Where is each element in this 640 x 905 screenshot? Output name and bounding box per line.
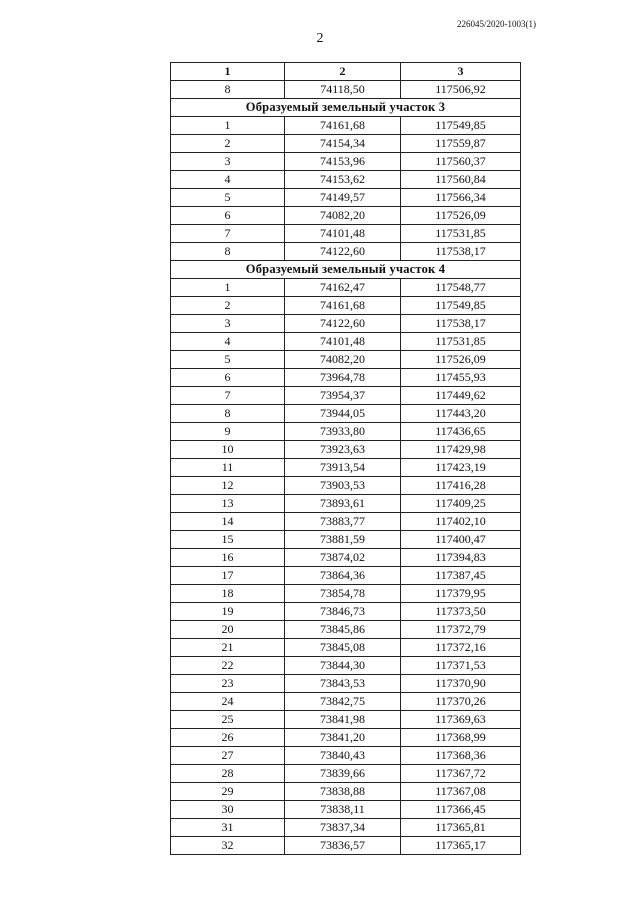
cell-point-number: 20 [171, 621, 285, 639]
cell-y: 117372,16 [401, 639, 521, 657]
cell-point-number: 27 [171, 747, 285, 765]
cell-y: 117449,62 [401, 387, 521, 405]
cell-x: 73864,36 [285, 567, 401, 585]
cell-point-number: 23 [171, 675, 285, 693]
cell-point-number: 4 [171, 171, 285, 189]
table-row [171, 603, 521, 621]
cell-y: 117367,08 [401, 783, 521, 801]
table-row [171, 441, 521, 459]
cell-x: 73923,63 [285, 441, 401, 459]
cell-x: 73844,30 [285, 657, 401, 675]
cell-y: 117387,45 [401, 567, 521, 585]
cell-x: 73944,05 [285, 405, 401, 423]
cell-x: 74161,68 [285, 297, 401, 315]
cell-point-number: 1 [171, 117, 285, 135]
document-id: 226045/2020-1003(1) [457, 19, 536, 29]
table-row [171, 765, 521, 783]
table-row [171, 297, 521, 315]
header-cell-x: 2 [285, 63, 401, 81]
cell-y: 117549,85 [401, 297, 521, 315]
table-row [171, 369, 521, 387]
table-row [171, 189, 521, 207]
table-row [171, 747, 521, 765]
cell-y: 117400,47 [401, 531, 521, 549]
cell-x: 73840,43 [285, 747, 401, 765]
table-row [171, 837, 521, 855]
table-row [171, 387, 521, 405]
table-row [171, 567, 521, 585]
table-row [171, 423, 521, 441]
cell-x: 73842,75 [285, 693, 401, 711]
cell-point-number: 30 [171, 801, 285, 819]
cell-x: 74101,48 [285, 333, 401, 351]
cell-point-number: 7 [171, 225, 285, 243]
cell-x: 73903,53 [285, 477, 401, 495]
table-row [171, 243, 521, 261]
cell-x: 73964,78 [285, 369, 401, 387]
coordinates-table [170, 62, 521, 855]
cell-x: 74162,47 [285, 279, 401, 297]
cell-point-number: 13 [171, 495, 285, 513]
cell-y: 117560,84 [401, 171, 521, 189]
table-row [171, 657, 521, 675]
table-row [171, 459, 521, 477]
table-row [171, 801, 521, 819]
table-row [171, 351, 521, 369]
cell-y: 117443,20 [401, 405, 521, 423]
cell-x: 74122,60 [285, 243, 401, 261]
cell-y: 117538,17 [401, 315, 521, 333]
cell-x: 73933,80 [285, 423, 401, 441]
cell-y: 117538,17 [401, 243, 521, 261]
cell-x: 74154,34 [285, 135, 401, 153]
cell-y: 117365,81 [401, 819, 521, 837]
cell-y: 117372,79 [401, 621, 521, 639]
cell-y: 117365,17 [401, 837, 521, 855]
cell-x: 74153,96 [285, 153, 401, 171]
table-row [171, 729, 521, 747]
cell-point-number: 29 [171, 783, 285, 801]
cell-x: 73845,08 [285, 639, 401, 657]
section-header-row [171, 99, 521, 117]
cell-point-number: 4 [171, 333, 285, 351]
cell-x: 74101,48 [285, 225, 401, 243]
cell-x: 73881,59 [285, 531, 401, 549]
cell-x: 73838,11 [285, 801, 401, 819]
cell-y: 117566,34 [401, 189, 521, 207]
cell-point-number: 15 [171, 531, 285, 549]
cell-y: 117531,85 [401, 225, 521, 243]
cell-point-number: 8 [171, 81, 285, 99]
table-row [171, 315, 521, 333]
cell-y: 117531,85 [401, 333, 521, 351]
table-row [171, 675, 521, 693]
cell-y: 117373,50 [401, 603, 521, 621]
table-row [171, 279, 521, 297]
cell-point-number: 12 [171, 477, 285, 495]
cell-x: 73839,66 [285, 765, 401, 783]
cell-y: 117368,99 [401, 729, 521, 747]
table-row [171, 819, 521, 837]
cell-y: 117423,19 [401, 459, 521, 477]
cell-point-number: 16 [171, 549, 285, 567]
cell-y: 117506,92 [401, 81, 521, 99]
cell-x: 73836,57 [285, 837, 401, 855]
cell-point-number: 3 [171, 153, 285, 171]
cell-x: 73843,53 [285, 675, 401, 693]
cell-y: 117402,10 [401, 513, 521, 531]
cell-x: 73893,61 [285, 495, 401, 513]
cell-point-number: 3 [171, 315, 285, 333]
cell-x: 74161,68 [285, 117, 401, 135]
cell-y: 117368,36 [401, 747, 521, 765]
cell-y: 117526,09 [401, 351, 521, 369]
cell-point-number: 22 [171, 657, 285, 675]
table-row [171, 621, 521, 639]
cell-point-number: 2 [171, 297, 285, 315]
cell-point-number: 17 [171, 567, 285, 585]
cell-y: 117548,77 [401, 279, 521, 297]
cell-x: 74149,57 [285, 189, 401, 207]
table-row [171, 171, 521, 189]
cell-point-number: 7 [171, 387, 285, 405]
table-row [171, 711, 521, 729]
cell-y: 117560,37 [401, 153, 521, 171]
cell-point-number: 26 [171, 729, 285, 747]
cell-y: 117436,65 [401, 423, 521, 441]
cell-y: 117394,83 [401, 549, 521, 567]
cell-y: 117416,28 [401, 477, 521, 495]
cell-point-number: 32 [171, 837, 285, 855]
cell-x: 74082,20 [285, 207, 401, 225]
cell-point-number: 10 [171, 441, 285, 459]
header-cell-point: 1 [171, 63, 285, 81]
cell-point-number: 5 [171, 351, 285, 369]
cell-y: 117549,85 [401, 117, 521, 135]
cell-point-number: 18 [171, 585, 285, 603]
cell-point-number: 31 [171, 819, 285, 837]
cell-x: 74153,62 [285, 171, 401, 189]
cell-x: 73837,34 [285, 819, 401, 837]
table-row [171, 81, 521, 99]
cell-x: 74082,20 [285, 351, 401, 369]
cell-x: 73874,02 [285, 549, 401, 567]
table-row [171, 153, 521, 171]
table-row [171, 513, 521, 531]
header-cell-y: 3 [401, 63, 521, 81]
cell-y: 117526,09 [401, 207, 521, 225]
page-number: 2 [316, 31, 324, 46]
table-row [171, 531, 521, 549]
cell-point-number: 2 [171, 135, 285, 153]
table-row [171, 225, 521, 243]
cell-x: 73846,73 [285, 603, 401, 621]
cell-point-number: 28 [171, 765, 285, 783]
table-row [171, 495, 521, 513]
cell-x: 73841,20 [285, 729, 401, 747]
cell-x: 73954,37 [285, 387, 401, 405]
table-row [171, 207, 521, 225]
cell-y: 117370,26 [401, 693, 521, 711]
cell-point-number: 8 [171, 243, 285, 261]
cell-y: 117455,93 [401, 369, 521, 387]
cell-y: 117379,95 [401, 585, 521, 603]
cell-point-number: 5 [171, 189, 285, 207]
cell-point-number: 25 [171, 711, 285, 729]
cell-point-number: 21 [171, 639, 285, 657]
table-row [171, 783, 521, 801]
cell-x: 73883,77 [285, 513, 401, 531]
table-row [171, 333, 521, 351]
table-row [171, 135, 521, 153]
cell-y: 117370,90 [401, 675, 521, 693]
cell-point-number: 6 [171, 369, 285, 387]
cell-y: 117409,25 [401, 495, 521, 513]
cell-y: 117429,98 [401, 441, 521, 459]
table-row [171, 639, 521, 657]
cell-x: 73838,88 [285, 783, 401, 801]
cell-point-number: 6 [171, 207, 285, 225]
table-row [171, 693, 521, 711]
cell-point-number: 1 [171, 279, 285, 297]
cell-y: 117371,53 [401, 657, 521, 675]
cell-x: 73913,54 [285, 459, 401, 477]
table-body [171, 81, 521, 855]
cell-point-number: 19 [171, 603, 285, 621]
table-row [171, 585, 521, 603]
table-row [171, 405, 521, 423]
table-row [171, 549, 521, 567]
section-title: Образуемый земельный участок 4 [171, 261, 521, 279]
section-header-row [171, 261, 521, 279]
table-row [171, 477, 521, 495]
cell-x: 73845,86 [285, 621, 401, 639]
cell-point-number: 11 [171, 459, 285, 477]
cell-point-number: 8 [171, 405, 285, 423]
cell-y: 117559,87 [401, 135, 521, 153]
cell-point-number: 24 [171, 693, 285, 711]
cell-point-number: 9 [171, 423, 285, 441]
cell-y: 117369,63 [401, 711, 521, 729]
header-row [171, 63, 521, 81]
cell-y: 117366,45 [401, 801, 521, 819]
cell-x: 74118,50 [285, 81, 401, 99]
table-row [171, 117, 521, 135]
section-title: Образуемый земельный участок 3 [171, 99, 521, 117]
cell-x: 73841,98 [285, 711, 401, 729]
cell-x: 74122,60 [285, 315, 401, 333]
cell-y: 117367,72 [401, 765, 521, 783]
cell-point-number: 14 [171, 513, 285, 531]
cell-x: 73854,78 [285, 585, 401, 603]
